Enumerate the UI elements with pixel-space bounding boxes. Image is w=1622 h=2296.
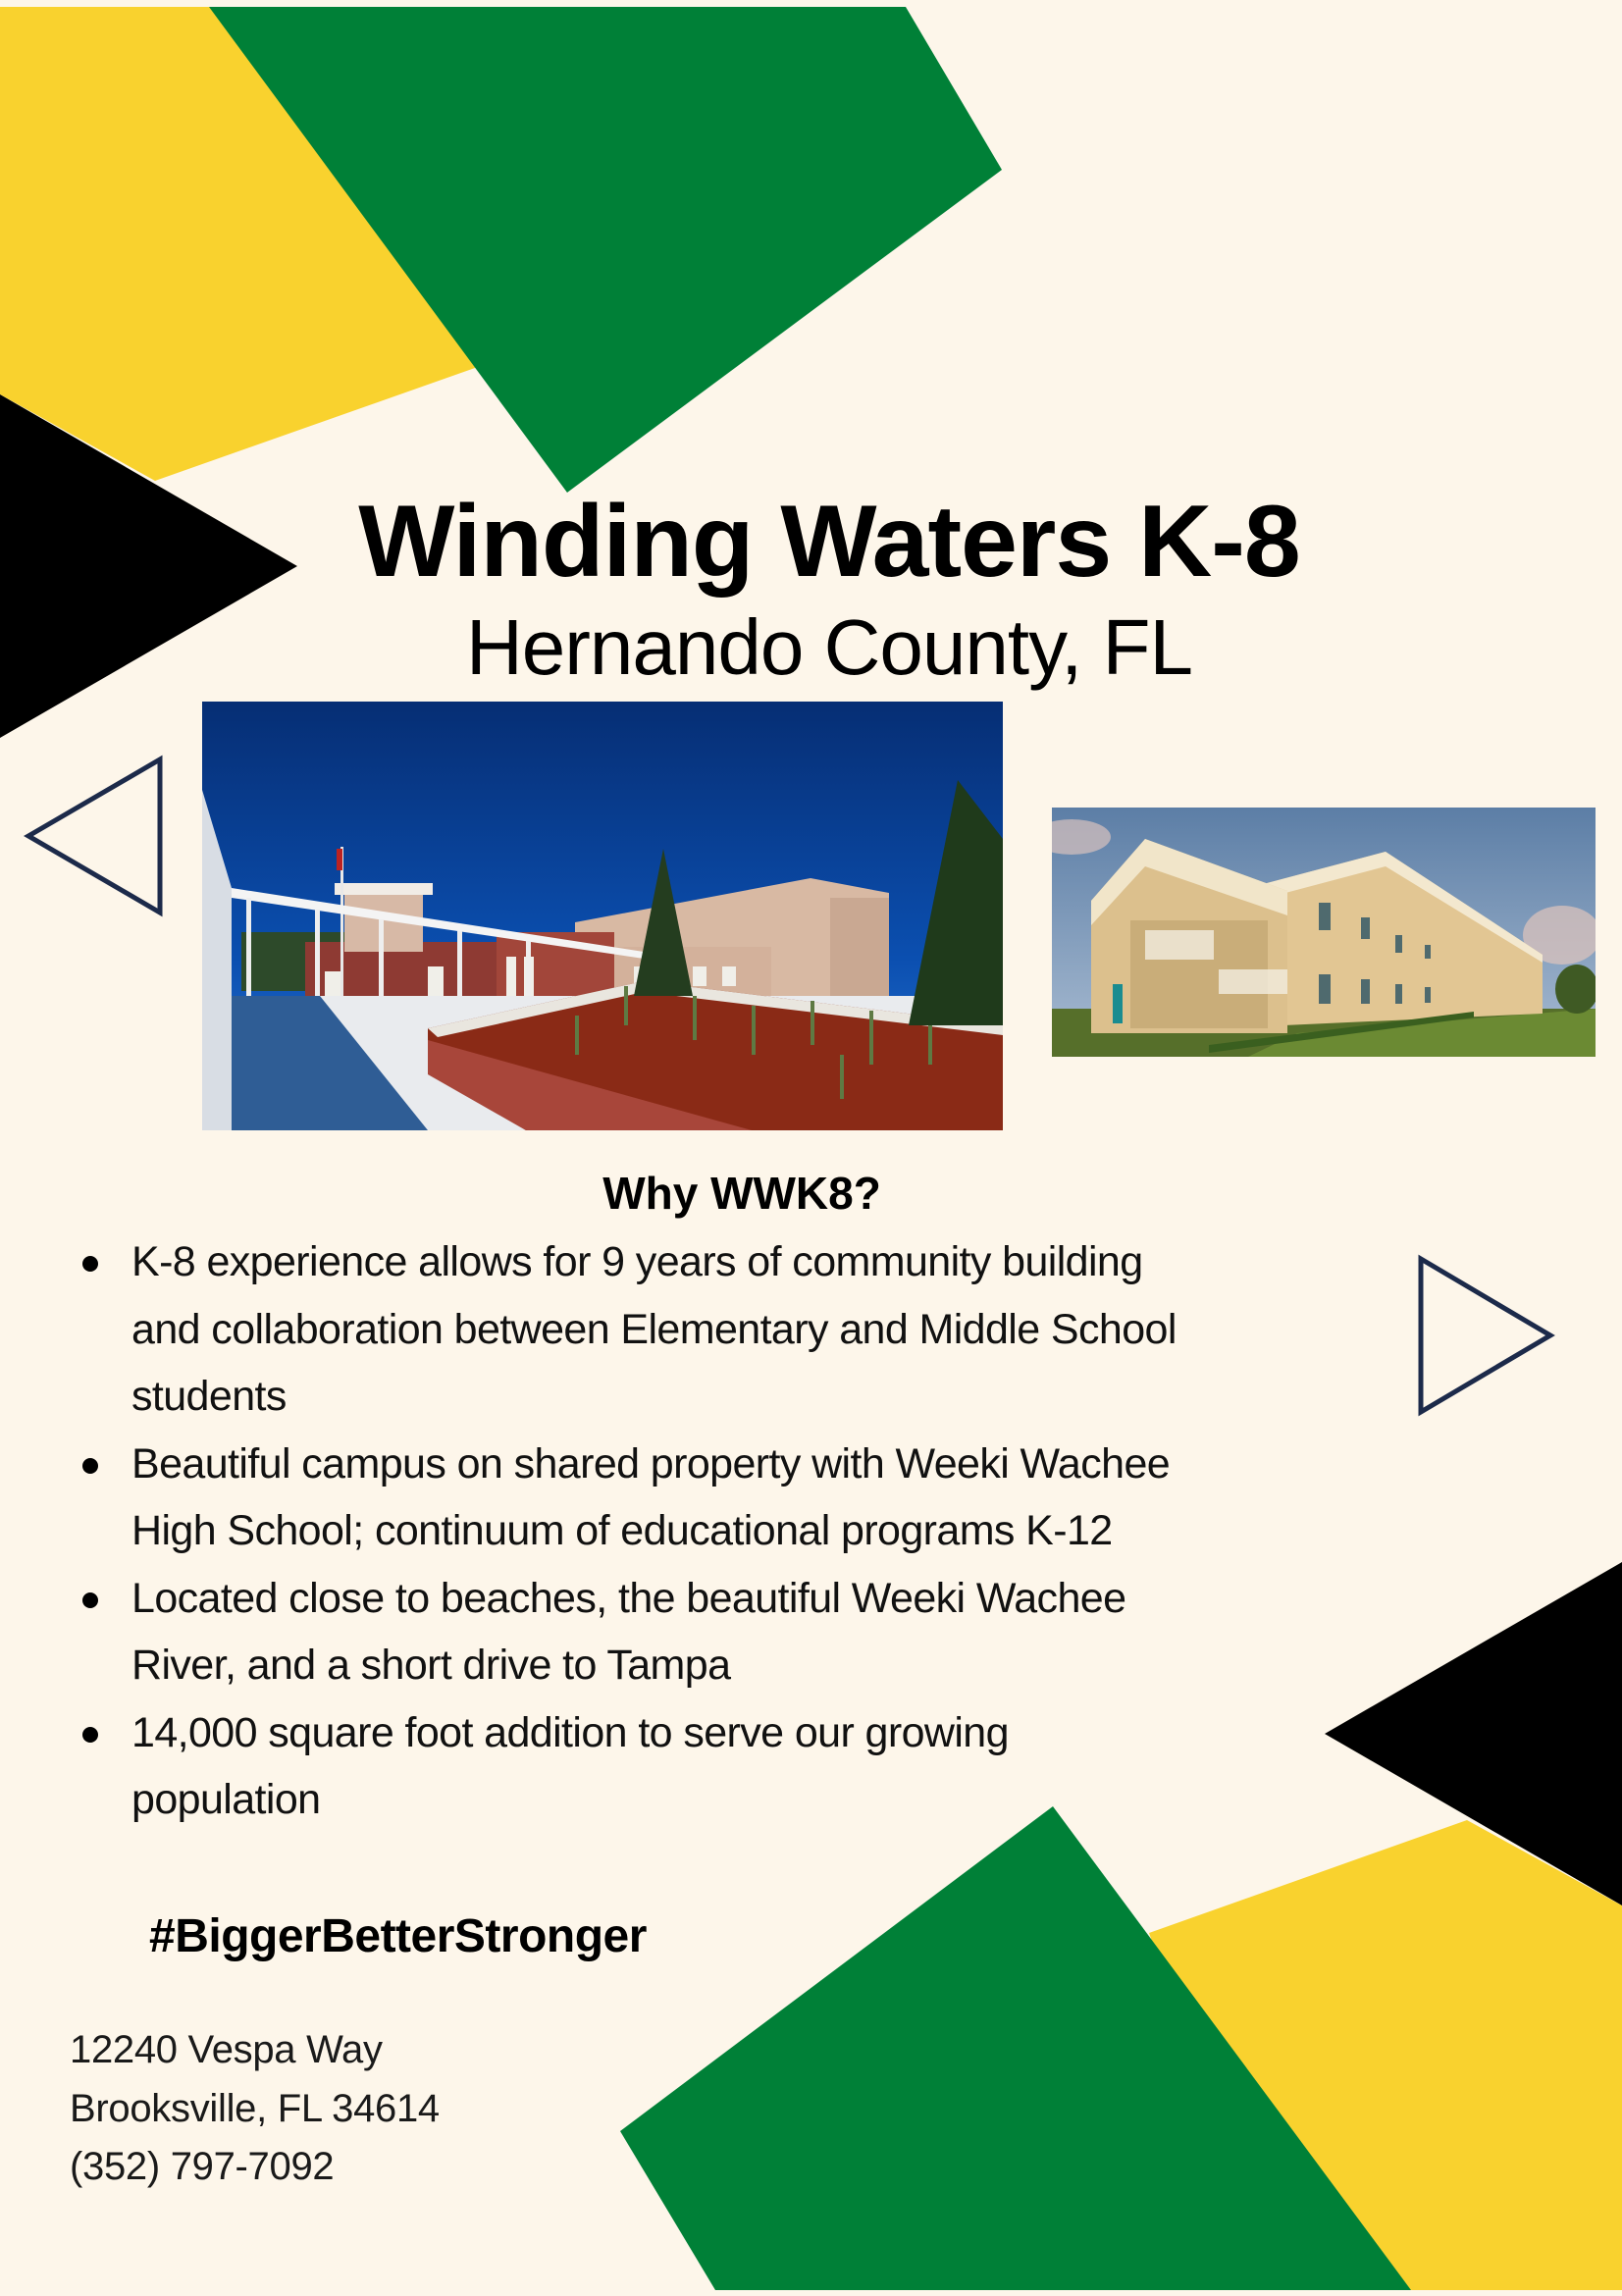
bullet-line: population [131, 1776, 321, 1823]
hashtag: #BiggerBetterStronger [149, 1910, 647, 1962]
outline-triangle-left-icon [28, 759, 160, 913]
bullet-dot-icon [82, 1727, 98, 1743]
bullet-dot-icon [82, 1256, 98, 1272]
bullet-line: students [131, 1373, 287, 1420]
addition-rendering-photo [1052, 808, 1596, 1057]
bullet-line: River, and a short drive to Tampa [131, 1642, 731, 1689]
page-subtitle: Hernando County, FL [466, 603, 1192, 691]
page-title: Winding Waters K-8 [358, 485, 1300, 599]
campus-courtyard-photo [202, 702, 1003, 1130]
bullet-line: 14,000 square foot addition to serve our growing [131, 1708, 1009, 1756]
street-address: 12240 Vespa Way [70, 2028, 383, 2071]
bullet-line: Located close to beaches, the beautiful Weeki Wachee [131, 1574, 1126, 1622]
bullet-item-campus [78, 1431, 1433, 1565]
bullet-dot-icon [82, 1592, 98, 1608]
outline-triangle-right-icon [1421, 1259, 1550, 1412]
bullet-dot-icon [82, 1458, 98, 1474]
bullet-line: High School; continuum of educational programs K-12 [131, 1507, 1113, 1554]
contact-block [70, 2021, 440, 2197]
phone-number: (352) 797-7092 [70, 2145, 335, 2188]
bullet-line: K-8 experience allows for 9 years of community building [131, 1238, 1143, 1285]
city-state-zip: Brooksville, FL 34614 [70, 2086, 440, 2130]
bullet-item-addition [78, 1699, 1433, 1834]
bullet-item-community [78, 1228, 1433, 1431]
bullet-item-location [78, 1565, 1433, 1699]
why-bullet-list [78, 1228, 1433, 1834]
why-heading: Why WWK8? [602, 1168, 881, 1219]
bullet-line: Beautiful campus on shared property with Weeki Wachee [131, 1439, 1171, 1487]
bullet-line: and collaboration between Elementary and Middle School [131, 1305, 1177, 1353]
